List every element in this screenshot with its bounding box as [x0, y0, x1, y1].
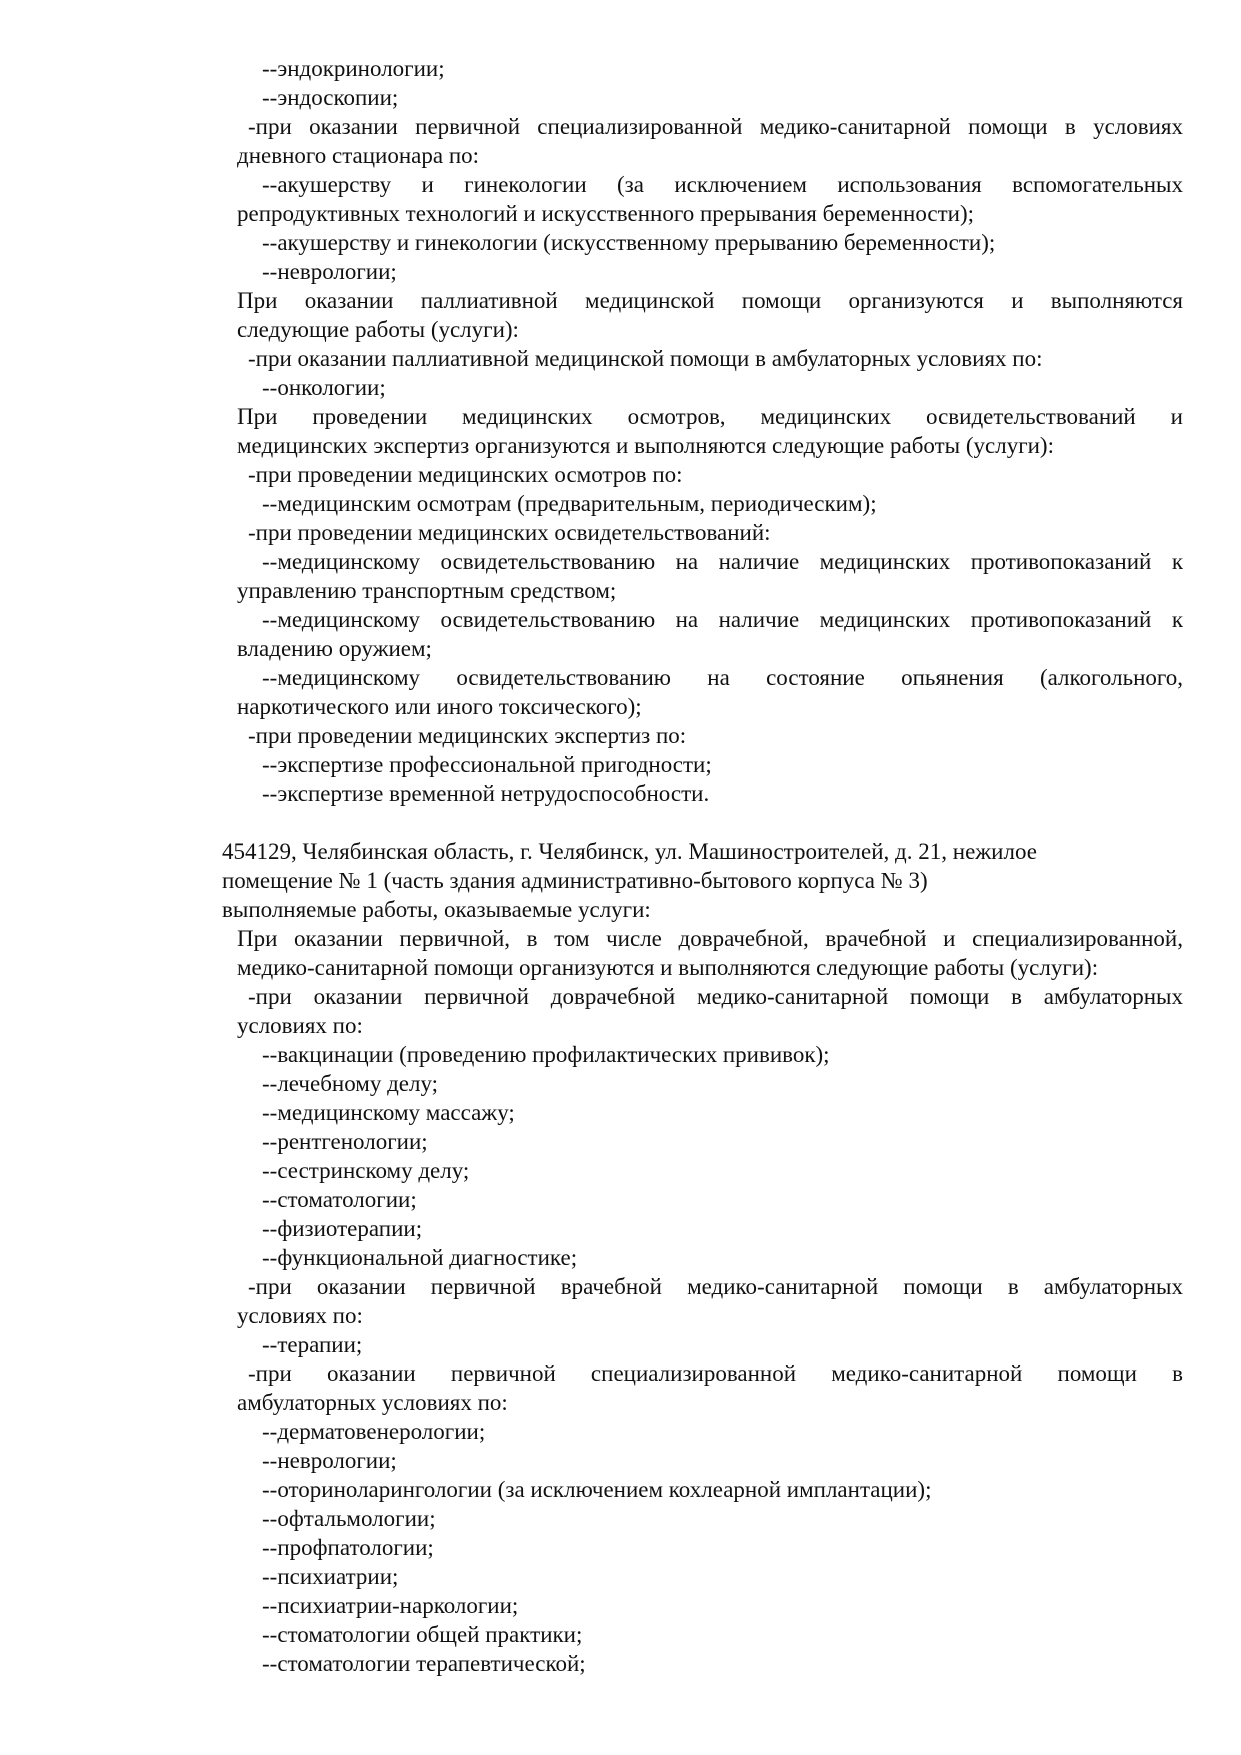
text-line: --дерматовенерологии; — [262, 1419, 486, 1444]
text-line: --терапии; — [262, 1332, 363, 1357]
text-line: --экспертизе временной нетрудоспособности. — [262, 781, 710, 806]
text-line: владению оружием; — [237, 636, 432, 661]
text-line: медико-санитарной помощи организуются и выполняются следующие работы (услуги): — [237, 955, 1099, 980]
text-line: --медицинскому массажу; — [262, 1100, 515, 1125]
text-line: --рентгенологии; — [262, 1129, 428, 1154]
text-line: репродуктивных технологий и искусственного прерывания беременности); — [237, 201, 975, 226]
text-line: --неврологии; — [262, 259, 397, 284]
text-line: При оказании паллиативной медицинской помощи организуются и выполняются — [237, 288, 1183, 313]
text-line: --медицинскому освидетельствованию на наличие медицинских противопоказаний к — [262, 549, 1183, 574]
text-line: --неврологии; — [262, 1448, 397, 1473]
text-line: условиях по: — [237, 1303, 363, 1328]
text-line: выполняемые работы, оказываемые услуги: — [222, 897, 651, 922]
text-line: -при оказании паллиативной медицинской помощи в амбулаторных условиях по: — [248, 346, 1043, 371]
text-line: --стоматологии; — [262, 1187, 417, 1212]
text-line: управлению транспортным средством; — [237, 578, 617, 603]
text-line: --психиатрии; — [262, 1564, 399, 1589]
text-line: -при проведении медицинских осмотров по: — [248, 462, 683, 487]
text-line: --акушерству и гинекологии (за исключением использования вспомогательных — [262, 172, 1183, 197]
text-line: При оказании первичной, в том числе доврачебной, врачебной и специализированной, — [237, 926, 1183, 951]
text-line: условиях по: — [237, 1013, 363, 1038]
text-line: -при оказании первичной доврачебной медико-санитарной помощи в амбулаторных — [248, 984, 1183, 1009]
text-line: --эндокринологии; — [262, 56, 445, 81]
text-line: --физиотерапии; — [262, 1216, 423, 1241]
text-line: дневного стационара по: — [237, 143, 480, 168]
text-line: -при оказании первичной специализированной медико-санитарной помощи в условиях — [248, 114, 1183, 139]
text-line: --медицинскому освидетельствованию на наличие медицинских противопоказаний к — [262, 607, 1183, 632]
text-line: -при проведении медицинских экспертиз по: — [248, 723, 687, 748]
text-line: --сестринскому делу; — [262, 1158, 470, 1183]
text-line: --стоматологии терапевтической; — [262, 1651, 586, 1676]
text-line: -при проведении медицинских освидетельствований: — [248, 520, 771, 545]
text-line: --оториноларингологии (за исключением кохлеарной имплантации); — [262, 1477, 932, 1502]
text-line: --профпатологии; — [262, 1535, 434, 1560]
text-line: --офтальмологии; — [262, 1506, 436, 1531]
text-line: --онкологии; — [262, 375, 386, 400]
address-line: 454129, Челябинская область, г. Челябинск, ул. Машиностроителей, д. 21, нежилое — [222, 839, 1037, 864]
address-line: помещение № 1 (часть здания административно-бытового корпуса № 3) — [222, 868, 928, 893]
text-line: амбулаторных условиях по: — [237, 1390, 508, 1415]
text-line: --медицинскому освидетельствованию на состояние опьянения (алкогольного, — [262, 665, 1183, 690]
text-line: При проведении медицинских осмотров, медицинских освидетельствований и — [237, 404, 1183, 429]
text-line: -при оказании первичной специализированной медико-санитарной помощи в — [248, 1361, 1183, 1386]
text-line: --экспертизе профессиональной пригодности; — [262, 752, 712, 777]
text-line: медицинских экспертиз организуются и выполняются следующие работы (услуги): — [237, 433, 1054, 458]
text-line: следующие работы (услуги): — [237, 317, 519, 342]
text-line: наркотического или иного токсического); — [237, 694, 642, 719]
text-line: --функциональной диагностике; — [262, 1245, 578, 1270]
text-line: --психиатрии-наркологии; — [262, 1593, 519, 1618]
text-line: -при оказании первичной врачебной медико-санитарной помощи в амбулаторных — [248, 1274, 1183, 1299]
text-line: --вакцинации (проведению профилактических прививок); — [262, 1042, 830, 1067]
text-line: --лечебному делу; — [262, 1071, 439, 1096]
text-line: --эндоскопии; — [262, 85, 399, 110]
text-line: --стоматологии общей практики; — [262, 1622, 583, 1647]
text-line: --медицинским осмотрам (предварительным, периодическим); — [262, 491, 877, 516]
text-line: --акушерству и гинекологии (искусственному прерыванию беременности); — [262, 230, 996, 255]
